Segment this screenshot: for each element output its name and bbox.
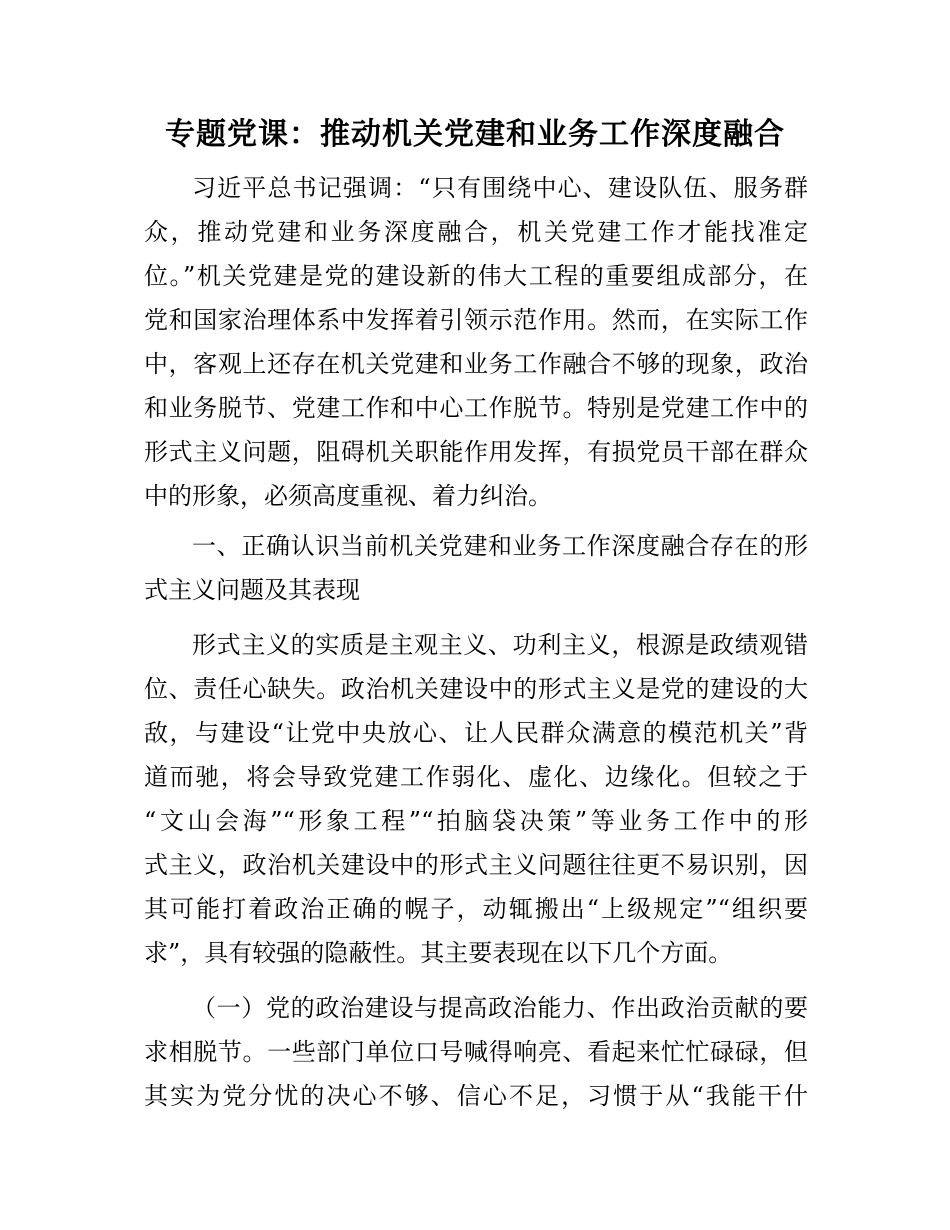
paragraph-4-line: 求相脱节。一些部门单位口号喊得响亮、看起来忙忙碌碌，但 bbox=[144, 1038, 808, 1066]
paragraph-1-line: 众，推动党建和业务深度融合，机关党建工作才能找准定 bbox=[144, 218, 808, 246]
section-heading-line: 一、正确认识当前机关党建和业务工作深度融合存在的形 bbox=[192, 532, 808, 560]
paragraph-3-line: 敌，与建设“让党中央放心、让人民群众满意的模范机关”背 bbox=[144, 719, 808, 747]
paragraph-1-line: 中，客观上还存在机关党建和业务工作融合不够的现象，政治 bbox=[144, 350, 808, 378]
paragraph-1-line: 形式主义问题，阻碍机关职能作用发挥，有损党员干部在群众 bbox=[144, 438, 808, 466]
paragraph-3-line: 式主义，政治机关建设中的形式主义问题往往更不易识别，因 bbox=[144, 851, 808, 879]
paragraph-1-line: 党和国家治理体系中发挥着引领示范作用。然而，在实际工作 bbox=[144, 306, 808, 334]
paragraph-4-line: （一）党的政治建设与提高政治能力、作出政治贡献的要 bbox=[192, 994, 808, 1022]
section-heading-line: 式主义问题及其表现 bbox=[144, 576, 360, 604]
paragraph-3-line: 形式主义的实质是主观主义、功利主义，根源是政绩观错 bbox=[192, 631, 808, 659]
paragraph-3-line: 道而驰，将会导致党建工作弱化、虚化、边缘化。但较之于 bbox=[144, 763, 808, 791]
paragraph-1-line: 习近平总书记强调：“只有围绕中心、建设队伍、服务群 bbox=[192, 174, 808, 202]
paragraph-3-line: 其可能打着政治正确的幌子，动辄搬出“上级规定”“组织要 bbox=[144, 895, 808, 923]
paragraph-1-line: 中的形象，必须高度重视、着力纠治。 bbox=[144, 482, 552, 510]
paragraph-3-line: 求”，具有较强的隐蔽性。其主要表现在以下几个方面。 bbox=[144, 939, 733, 967]
paragraph-1-line: 和业务脱节、党建工作和中心工作脱节。特别是党建工作中的 bbox=[144, 394, 808, 422]
paragraph-3-line: 位、责任心缺失。政治机关建设中的形式主义是党的建设的大 bbox=[144, 675, 808, 703]
document-title: 专题党课：推动机关党建和业务工作深度融合 bbox=[165, 117, 785, 152]
paragraph-1-line: 位。”机关党建是党的建设新的伟大工程的重要组成部分，在 bbox=[144, 262, 808, 290]
paragraph-4-line: 其实为党分忧的决心不够、信心不足，习惯于从“我能干什 bbox=[144, 1082, 808, 1110]
paragraph-3-line: “文山会海”“形象工程”“拍脑袋决策”等业务工作中的形 bbox=[144, 807, 808, 835]
